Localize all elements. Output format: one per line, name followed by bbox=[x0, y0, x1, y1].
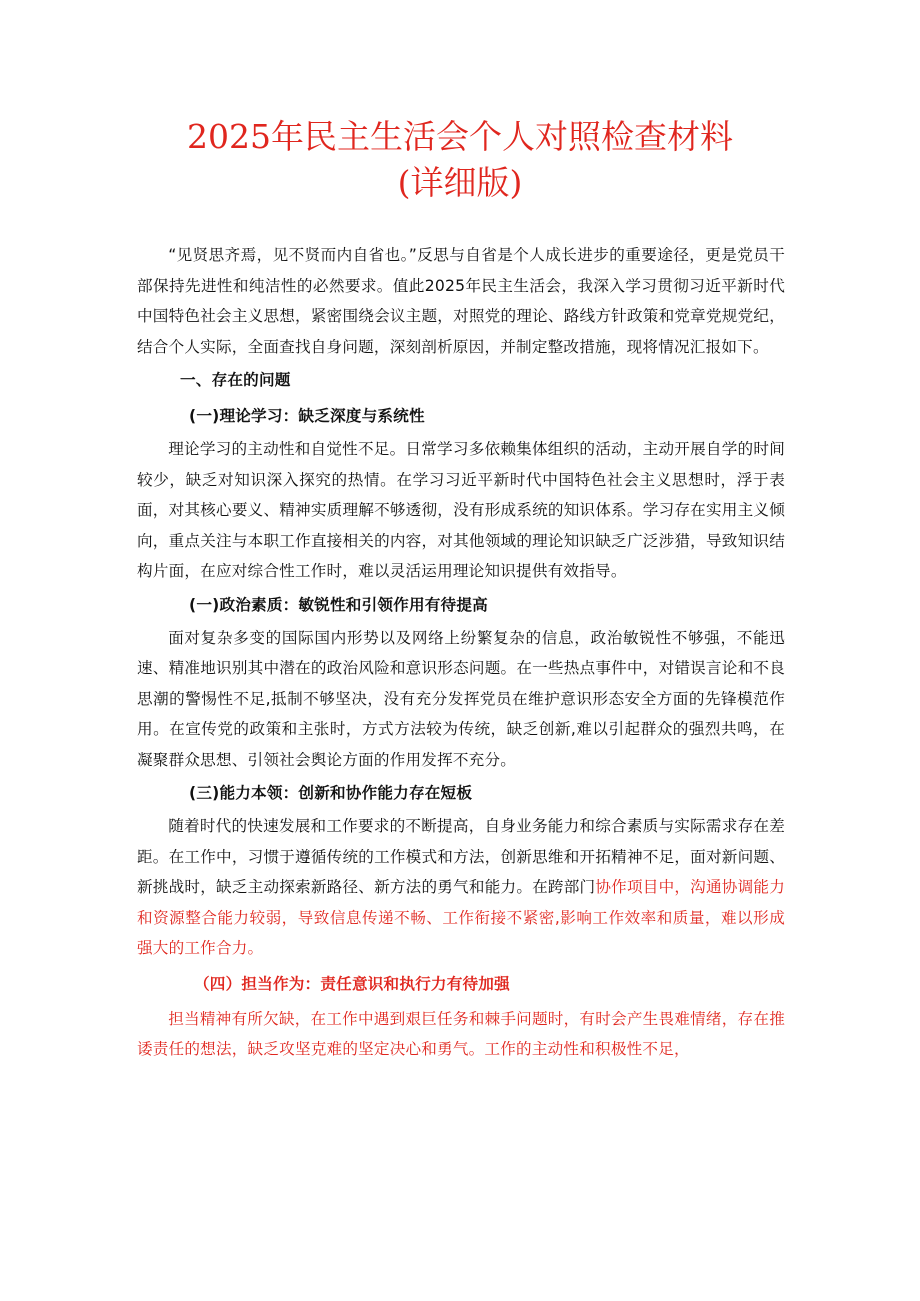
paragraph-ability-black: 随着时代的快速发展和工作要求的不断提高，自身业务能力和综合素质与实际需求存在差距。在工作中，习惯于遵循传统的工作模式和方法，创新思维和开拓精神不足，面对新问题、新挑战时，缺乏主动探索新路径、新方法的勇气和能力。在跨部门 bbox=[137, 817, 785, 896]
intro-paragraph: “见贤思齐焉，见不贤而内自省也。”反思与自省是个人成长进步的重要途径，更是党员干部保持先进性和纯洁性的必然要求。值此2025年民主生活会，我深入学习贯彻习近平新时代中国特色社会主义思想，紧密围绕会议主题，对照党的理论、路线方针政策和党章党规党纪，结合个人实际，全面查找自身问题，深刻剖析原因，并制定整改措施，现将情况汇报如下。 bbox=[137, 246, 785, 356]
subheading-political-quality: (一)政治素质：敏锐性和引领作用有待提高 bbox=[189, 595, 488, 614]
subheading-responsibility: （四）担当作为：责任意识和执行力有待加强 bbox=[194, 974, 510, 993]
subheading-ability: (三)能力本领：创新和协作能力存在短板 bbox=[189, 784, 473, 802]
paragraph-responsibility: 担当精神有所欠缺，在工作中遇到艰巨任务和棘手问题时，有时会产生畏难情绪，存在推诿责任的想法，缺乏攻坚克难的坚定决心和勇气。工作的主动性和积极性不足， bbox=[137, 1009, 785, 1058]
paragraph-ability bbox=[137, 811, 785, 964]
paragraph-theory-study: 理论学习的主动性和自觉性不足。日常学习多依赖集体组织的活动，主动开展自学的时间较少，缺乏对知识深入探究的热情。在学习习近平新时代中国特色社会主义思想时，浮于表面，对其核心要义、精神实质理解不够透彻，没有形成系统的知识体系。学习存在实用主义倾向，重点关注与本职工作直接相关的内容，对其他领域的理论知识缺乏广泛涉猎，导致知识结构片面，在应对综合性工作时，难以灵活运用理论知识提供有效指导。 bbox=[137, 440, 785, 580]
paragraph-political-quality: 面对复杂多变的国际国内形势以及网络上纷繁复杂的信息，政治敏锐性不够强，不能迅速、精准地识别其中潜在的政治风险和意识形态问题。在一些热点事件中，对错误言论和不良思潮的警惕性不足,抵制不够坚决，没有充分发挥党员在维护意识形态安全方面的先锋模范作用。在宣传党的政策和主张时，方式方法较为传统，缺乏创新,难以引起群众的强烈共鸣，在凝聚群众思想、引领社会舆论方面的作用发挥不充分。 bbox=[137, 628, 785, 769]
document-subtitle: (详细版) bbox=[397, 163, 523, 202]
document-body bbox=[137, 240, 785, 1065]
subheading-theory-study: (一)理论学习：缺乏深度与系统性 bbox=[189, 407, 425, 425]
paragraph-ability-red: 协作项目中，沟通协调能力和资源整合能力较弱，导致信息传递不畅、工作衔接不紧密,影响工作效率和质量，难以形成强大的工作合力。 bbox=[137, 878, 785, 957]
document-title: 2025年民主生活会个人对照检查材料 bbox=[187, 117, 733, 156]
section-heading-problems: 一、存在的问题 bbox=[180, 371, 291, 389]
